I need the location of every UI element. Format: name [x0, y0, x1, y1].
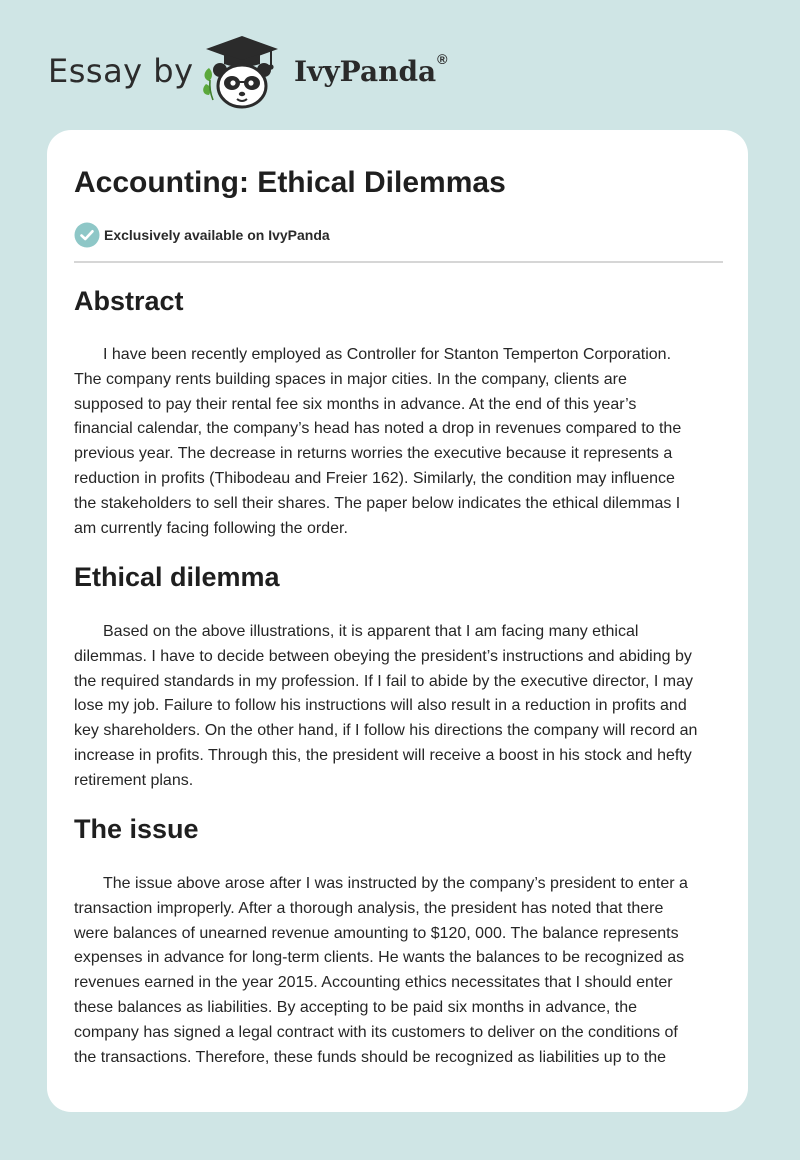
- site-logo[interactable]: [48, 32, 468, 112]
- paragraph-line: revenues earned in the year 2015. Accounting ethics necessitates that I should enter: [74, 974, 673, 992]
- section-paragraph-ethical-dilemma: [74, 620, 723, 794]
- availability-text: Exclusively available on IvyPanda: [104, 227, 330, 243]
- section-heading-ethical-dilemma: Ethical dilemma: [74, 562, 280, 592]
- paragraph-line: transaction improperly. After a thorough analysis, the president has noted that there: [74, 899, 664, 917]
- paragraph-line: increase in profits. Through this, the president will receive a boost in his stock and hefty: [74, 746, 692, 764]
- paragraph-line: were balances of unearned revenue amounting to $120, 000. The balance represents: [74, 924, 679, 942]
- paragraph-line: supposed to pay their rental fee six months in advance. At the end of this year’s: [74, 395, 637, 413]
- section-heading-the-issue: The issue: [74, 814, 199, 844]
- availability-badge: [74, 222, 330, 248]
- paragraph-line: The issue above arose after I was instructed by the company’s president to enter a: [103, 875, 688, 892]
- essay-card: [47, 130, 748, 1112]
- paragraph-line: these balances as liabilities. By accepting to be paid six months in advance, the: [74, 998, 637, 1016]
- paragraph-line: am currently facing following the order.: [74, 519, 348, 537]
- paragraph-line: the transactions. Therefore, these funds should be recognized as liabilities up to the: [74, 1048, 667, 1066]
- section-heading-abstract: Abstract: [74, 286, 184, 316]
- paragraph-line: dilemmas. I have to decide between obeying the president’s instructions and abiding by: [74, 647, 692, 665]
- registered-mark: ®: [437, 51, 448, 67]
- section-paragraph-the-issue: [74, 872, 723, 1070]
- panda-graduate-icon: [200, 34, 284, 110]
- paragraph-line: I have been recently employed as Controller for Stanton Temperton Corporation.: [103, 346, 672, 363]
- paragraph-line: The company rents building spaces in major cities. In the company, clients are: [74, 370, 627, 388]
- paragraph-line: retirement plans.: [74, 771, 194, 789]
- paragraph-line: the required standards in my profession. If I fail to abide by the executive director, I may: [74, 672, 693, 690]
- paragraph-line: reduction in profits (Thibodeau and Freier 162). Similarly, the condition may influence: [74, 469, 675, 487]
- brand-prefix: Essay by: [48, 52, 194, 90]
- paragraph-line: lose my job. Failure to follow his instructions will also result in a reduction in profits and: [74, 697, 687, 715]
- check-circle-icon: [74, 222, 100, 248]
- paragraph-line: expenses in advance for long-term clients. He wants the balances to be recognized as: [74, 949, 685, 967]
- essay-title: Accounting: Ethical Dilemmas: [74, 166, 506, 199]
- paragraph-line: key shareholders. On the other hand, if I follow his directions the company will record an: [74, 722, 698, 740]
- brand-name: IvyPanda®: [294, 51, 448, 88]
- paragraph-line: company has signed a legal contract with its customers to deliver on the conditions of: [74, 1023, 678, 1041]
- paragraph-line: the stakeholders to sell their shares. The paper below indicates the ethical dilemmas I: [74, 494, 681, 512]
- paragraph-line: financial calendar, the company’s head has noted a drop in revenues compared to the: [74, 420, 682, 438]
- paragraph-line: previous year. The decrease in returns worries the executive because it represents a: [74, 445, 673, 463]
- paragraph-line: Based on the above illustrations, it is apparent that I am facing many ethical: [103, 623, 639, 640]
- section-paragraph-abstract: [74, 343, 723, 541]
- title-divider: [74, 261, 723, 263]
